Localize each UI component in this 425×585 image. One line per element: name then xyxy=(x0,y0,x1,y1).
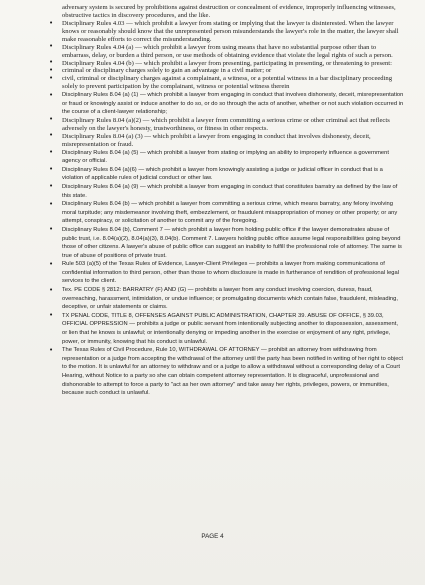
list-item xyxy=(46,20,404,44)
list-item-text: The Texas Rules of Civil Procedure, Rule 10, WITHDRAWAL OF ATTORNEY — prohibit an attorney from withdrawing from representation or a judge from accepting the withdrawal of the attorney until the party has been notified in writing of her right to object to the motion. It is unlawful for an attorney to withdraw and or a judge to allow a withdrawal without a corresponding delay of a Court Hearing, without Notice to a party so she can obtain competent attorney representation. It is disgraceful, unprofessional and dishonorable to attempt to force a party to "act as her own attorney" and take away her rights, privileges, powers, or immunities, because such conduct is unlawful. xyxy=(62,347,403,397)
rules-list xyxy=(46,20,404,398)
list-item xyxy=(46,91,404,117)
list-item xyxy=(46,67,404,75)
list-item xyxy=(46,149,404,166)
page-content xyxy=(46,4,404,398)
list-item-text: Disciplinary Rules 8.04 (b) — which prohibit a lawyer from committing a serious crime, which means barratry, any felony involving moral turpitude; any misdemeanor involving theft, embezzlement, or fraudulent misappropriation of money or other property; or any attempt, conspiracy, or solicitation of another to commit any of the foregoing. xyxy=(62,201,398,225)
list-item xyxy=(46,166,404,183)
list-item-text: Disciplinary Rules 8.04 (a)(6) — which prohibit a lawyer from knowingly assisting a judge or judicial officer in conduct that is a violation of applicable rules of judicial conduct or other law. xyxy=(62,166,383,182)
list-item xyxy=(46,346,404,398)
list-item-text: Disciplinary Rules 8.04 (b), Comment 7 — which prohibit a lawyer from holding public office if the lawyer demonstrates abuse of public trust, i.e. 8.04(a)(2), 8.04(a)(3), 8.04(b). Comment 7. Lawyers holding public office assume legal responsibilities going beyond those of other citizens. A lawyer's abuse of public office can suggest an inability to fulfill the professional role of attorney. The same is true of abuse of positions of private trust. xyxy=(62,226,402,259)
list-item xyxy=(46,133,404,149)
list-item xyxy=(46,200,404,226)
list-item xyxy=(46,312,404,346)
list-item-text: Tex. PE CODE § 2812: BARRATRY (F) AND (G) — prohibits a lawyer from any conduct involving coercion, duress, fraud, overreaching, harassment, intimidation, or undue influence; or promulgating documents which contain false, fraudulent, misleading, deceptive, or unfair statements or claims. xyxy=(62,287,398,311)
list-item-text: Disciplinary Rules 8.04 (a) (5) — which prohibit a lawyer from stating or implying an ability to improperly influence a government agency or official. xyxy=(62,149,389,165)
list-item-text: Disciplinary Rules 4.04 (b) — which prohibit a lawyer from presenting, participating in presenting, or threatening to present: xyxy=(62,59,392,67)
list-item-text: Disciplinary Rules 8.04 (a) (1) — which prohibit a lawyer from engaging in conduct that involves dishonesty, deceit, misrepresentation or fraud or knowingly assist or induce another to do so, or do so through the acts of another, whether or not such violation occurred in the course of a client-lawyer relationship; xyxy=(62,92,404,116)
list-item-text: Disciplinary Rules 4.03 — which prohibit a lawyer from stating or implying that the lawyer is disinterested. When the lawyer knows or reasonably should know that the unrepresented person misunderstands the lawyer's role in the matter, the lawyer shall make reasonable efforts to correct the misunderstanding. xyxy=(62,20,399,43)
list-item-text: civil, criminal or disciplinary charges against a complainant, a witness, or a potential witness in a bar disciplinary proceeding solely to prevent participation by the complainant, witness or potential witness therein xyxy=(62,75,393,91)
list-item-text: Disciplinary Rules 4.04 (a) — which prohibit a lawyer from using means that have no substantial purpose other than to embarrass, delay, or burden a third person, or use methods of obtaining evidence that violate the legal rights of such a person. xyxy=(62,43,393,59)
intro-paragraph: adversary system is secured by prohibitions against destruction or concealment of evidence, improperly influencing witnesses, obstructive tactics in discovery procedures, and the like. xyxy=(62,4,396,19)
list-item xyxy=(46,75,404,91)
list-item-text: Disciplinary Rules 8.04 (a) (9) — which prohibit a lawyer from engaging in conduct that constitutes barratry as defined by the law of this state. xyxy=(62,183,398,199)
list-item xyxy=(46,226,404,260)
page-number: PAGE 4 xyxy=(201,533,224,540)
list-item xyxy=(46,183,404,200)
list-item-text: Disciplinary Rules 8.04 (a) (3) — which prohibit a lawyer from engaging in conduct that involves dishonesty, deceit, misrepresentation or fraud. xyxy=(62,132,371,148)
list-item xyxy=(46,260,404,286)
list-item-text: Disciplinary Rules 8.04 (a)(2) — which prohibit a lawyer from committing a serious crime or other criminal act that reflects adversely on the lawyer's honesty, trustworthiness, or fitness in other respects. xyxy=(62,116,390,132)
list-item-text: TX PENAL CODE, TITLE 8, OFFENSES AGAINST PUBLIC ADMINISTRATION, CHAPTER 39. ABUSE OF OFFICE, § 39.03, OFFICIAL OPPRESSION — prohibits a judge or public servant from intentionally subjecting another to dispossession, assessment, or lien that he knows is unlawful; or intentionally denying or impeding another in the exercise or enjoyment of any right, privilege, power, or immunity, knowing that his conduct is unlawful. xyxy=(62,312,398,345)
list-item xyxy=(46,286,404,312)
list-item-text: Rule 503 (a)(5) of the Texas Rules of Evidence, Lawyer-Client Privileges — prohibits a lawyer from making communications of confidential information to third person, other than those to whom disclosure is made in furtherance of rendition of professional legal services to the client. xyxy=(62,261,400,285)
list-item xyxy=(46,60,404,68)
list-item-text: criminal or disciplinary charges solely to gain an advantage in a civil matter; or xyxy=(62,67,272,75)
list-item xyxy=(46,117,404,133)
list-item xyxy=(46,44,404,60)
